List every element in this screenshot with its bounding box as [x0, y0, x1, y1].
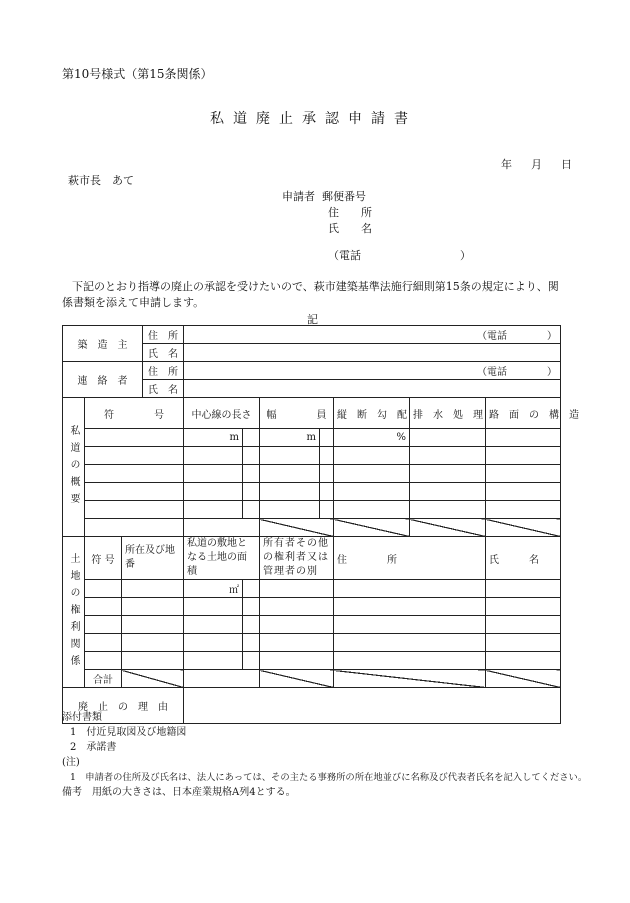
overview-total-cell[interactable]	[85, 519, 184, 537]
overview-cell[interactable]	[486, 501, 561, 519]
overview-length-unit: m	[184, 429, 243, 447]
land-cell[interactable]	[486, 598, 561, 616]
reason-field[interactable]	[184, 688, 561, 724]
overview-cell[interactable]	[320, 429, 334, 447]
builder-name-label: 氏 名	[143, 344, 184, 362]
land-header-area: 私道の敷地となる土地の面積	[184, 537, 260, 580]
diagonal-cell	[334, 670, 486, 688]
diagonal-cell	[410, 519, 486, 537]
overview-cell[interactable]	[85, 465, 184, 483]
builder-name-field[interactable]	[184, 344, 561, 362]
builder-address-label: 住 所	[143, 326, 184, 344]
land-header-number: 符 号	[85, 537, 122, 580]
note-1: 1 申請者の住所及び氏名は、法人にあっては、その主たる事務所の所在地並びに名称及び代表者氏名を記入してください。	[70, 772, 588, 783]
land-total-area[interactable]	[184, 670, 260, 688]
addressee: 萩市長 あて	[68, 174, 134, 187]
diagonal-cell	[122, 670, 184, 688]
overview-cell[interactable]	[334, 465, 410, 483]
overview-cell[interactable]	[320, 501, 334, 519]
land-cell[interactable]	[486, 616, 561, 634]
applicant-name-label: 氏 名	[328, 222, 372, 235]
note-title: (注)	[62, 757, 80, 768]
overview-cell[interactable]	[260, 501, 320, 519]
overview-header-number: 符 号	[85, 398, 184, 429]
ki-label: 記	[307, 313, 318, 326]
land-header-rights: 所有者その他の権利者又は管理者の別	[260, 537, 334, 580]
land-cell[interactable]	[122, 598, 184, 616]
remark: 備考 用紙の大きさは、日本産業規格A列4とする。	[62, 787, 296, 798]
land-cell[interactable]	[122, 652, 184, 670]
land-cell[interactable]	[122, 580, 184, 598]
land-cell[interactable]	[243, 652, 260, 670]
land-cell[interactable]	[122, 634, 184, 652]
overview-cell[interactable]	[184, 483, 243, 501]
overview-cell[interactable]	[334, 483, 410, 501]
overview-cell[interactable]	[320, 483, 334, 501]
overview-cell[interactable]	[486, 483, 561, 501]
contact-phone[interactable]: （電話 ）	[184, 362, 561, 380]
land-total-label: 合計	[85, 670, 122, 688]
contact-label: 連 絡 者	[63, 362, 143, 398]
land-cell[interactable]	[260, 598, 334, 616]
overview-header-surface: 路 面 の 構 造	[486, 398, 561, 429]
land-cell[interactable]	[260, 634, 334, 652]
applicant-label: 申請者	[282, 190, 315, 203]
overview-cell[interactable]	[243, 501, 260, 519]
page-title: 私道廃止承認申請書	[210, 111, 417, 127]
overview-header-length: 中心線の長さ	[184, 398, 260, 429]
attachments-title: 添付書類	[62, 712, 102, 723]
land-cell[interactable]	[334, 580, 486, 598]
overview-cell[interactable]	[486, 465, 561, 483]
overview-cell[interactable]	[85, 447, 184, 465]
land-cell[interactable]	[260, 652, 334, 670]
diagonal-cell	[334, 519, 410, 537]
overview-cell[interactable]	[260, 465, 320, 483]
overview-header-slope: 縦 断 勾 配	[334, 398, 410, 429]
overview-cell[interactable]	[410, 483, 486, 501]
land-area-unit: ㎡	[184, 580, 243, 598]
overview-cell[interactable]	[410, 501, 486, 519]
overview-cell[interactable]	[260, 447, 320, 465]
overview-header-width: 幅 員	[260, 398, 334, 429]
body-text-line2: 係書類を添えて申請します。	[62, 296, 205, 309]
land-cell[interactable]	[334, 616, 486, 634]
land-cell[interactable]	[243, 634, 260, 652]
overview-label: 私道の概要	[63, 398, 85, 537]
land-cell[interactable]	[260, 580, 334, 598]
overview-cell[interactable]	[486, 429, 561, 447]
overview-cell[interactable]	[85, 483, 184, 501]
land-cell[interactable]	[243, 598, 260, 616]
overview-cell[interactable]	[243, 483, 260, 501]
overview-cell[interactable]	[486, 447, 561, 465]
land-cell[interactable]	[85, 616, 122, 634]
land-cell[interactable]	[334, 598, 486, 616]
land-cell[interactable]	[260, 616, 334, 634]
overview-cell[interactable]	[85, 429, 184, 447]
land-cell[interactable]	[85, 580, 122, 598]
land-cell[interactable]	[122, 616, 184, 634]
overview-cell[interactable]	[184, 465, 243, 483]
land-cell[interactable]	[334, 652, 486, 670]
overview-cell[interactable]	[334, 447, 410, 465]
applicant-address-label: 住 所	[328, 206, 372, 219]
overview-cell[interactable]	[184, 501, 243, 519]
attachment-1: 1 付近見取図及び地籍図	[70, 727, 187, 738]
overview-header-drainage: 排 水 処 理	[410, 398, 486, 429]
land-cell[interactable]	[486, 580, 561, 598]
overview-cell[interactable]	[184, 447, 243, 465]
land-cell[interactable]	[334, 634, 486, 652]
land-header-location: 所在及び地 番	[122, 537, 184, 580]
contact-address-label: 住 所	[143, 362, 184, 380]
applicant-phone-label: （電話 ）	[328, 249, 471, 262]
land-cell[interactable]	[85, 652, 122, 670]
land-rights-label: 土地の権利関係	[63, 537, 85, 688]
diagonal-cell	[260, 670, 334, 688]
contact-name-field[interactable]	[184, 380, 561, 398]
land-header-name: 氏 名	[486, 537, 561, 580]
overview-cell[interactable]	[260, 483, 320, 501]
reason-label: 廃 止 の 理 由	[63, 688, 184, 724]
land-cell[interactable]	[243, 616, 260, 634]
overview-cell[interactable]	[410, 447, 486, 465]
land-cell[interactable]	[184, 616, 243, 634]
overview-cell[interactable]	[334, 501, 410, 519]
land-cell[interactable]	[184, 652, 243, 670]
overview-cell[interactable]	[85, 501, 184, 519]
overview-cell[interactable]	[243, 447, 260, 465]
postal-code-label: 郵便番号	[322, 190, 366, 203]
overview-cell[interactable]	[243, 429, 260, 447]
land-cell[interactable]	[85, 634, 122, 652]
land-cell[interactable]	[184, 634, 243, 652]
contact-name-label: 氏 名	[143, 380, 184, 398]
land-cell[interactable]	[243, 580, 260, 598]
overview-cell[interactable]	[320, 465, 334, 483]
overview-cell[interactable]	[410, 429, 486, 447]
body-text-line1: 下記のとおり指導の廃止の承認を受けたいので、萩市建築基準法施行細則第15条の規定により、関	[72, 280, 559, 293]
overview-total-length[interactable]	[184, 519, 260, 537]
date-field[interactable]: 年 月 日	[501, 158, 576, 171]
overview-width-unit: m	[260, 429, 320, 447]
land-cell[interactable]	[486, 634, 561, 652]
land-cell[interactable]	[85, 598, 122, 616]
diagonal-cell	[260, 519, 334, 537]
overview-cell[interactable]	[320, 447, 334, 465]
overview-slope-unit: %	[334, 429, 410, 447]
overview-cell[interactable]	[410, 465, 486, 483]
application-table	[62, 325, 579, 724]
diagonal-cell	[486, 519, 561, 537]
attachment-2: 2 承諾書	[70, 742, 117, 753]
diagonal-cell	[486, 670, 561, 688]
land-cell[interactable]	[184, 598, 243, 616]
land-header-address: 住 所	[334, 537, 486, 580]
builder-phone[interactable]: （電話 ）	[184, 326, 561, 344]
land-cell[interactable]	[486, 652, 561, 670]
overview-cell[interactable]	[243, 465, 260, 483]
form-number: 第10号様式（第15条関係）	[62, 67, 213, 81]
builder-label: 築 造 主	[63, 326, 143, 362]
